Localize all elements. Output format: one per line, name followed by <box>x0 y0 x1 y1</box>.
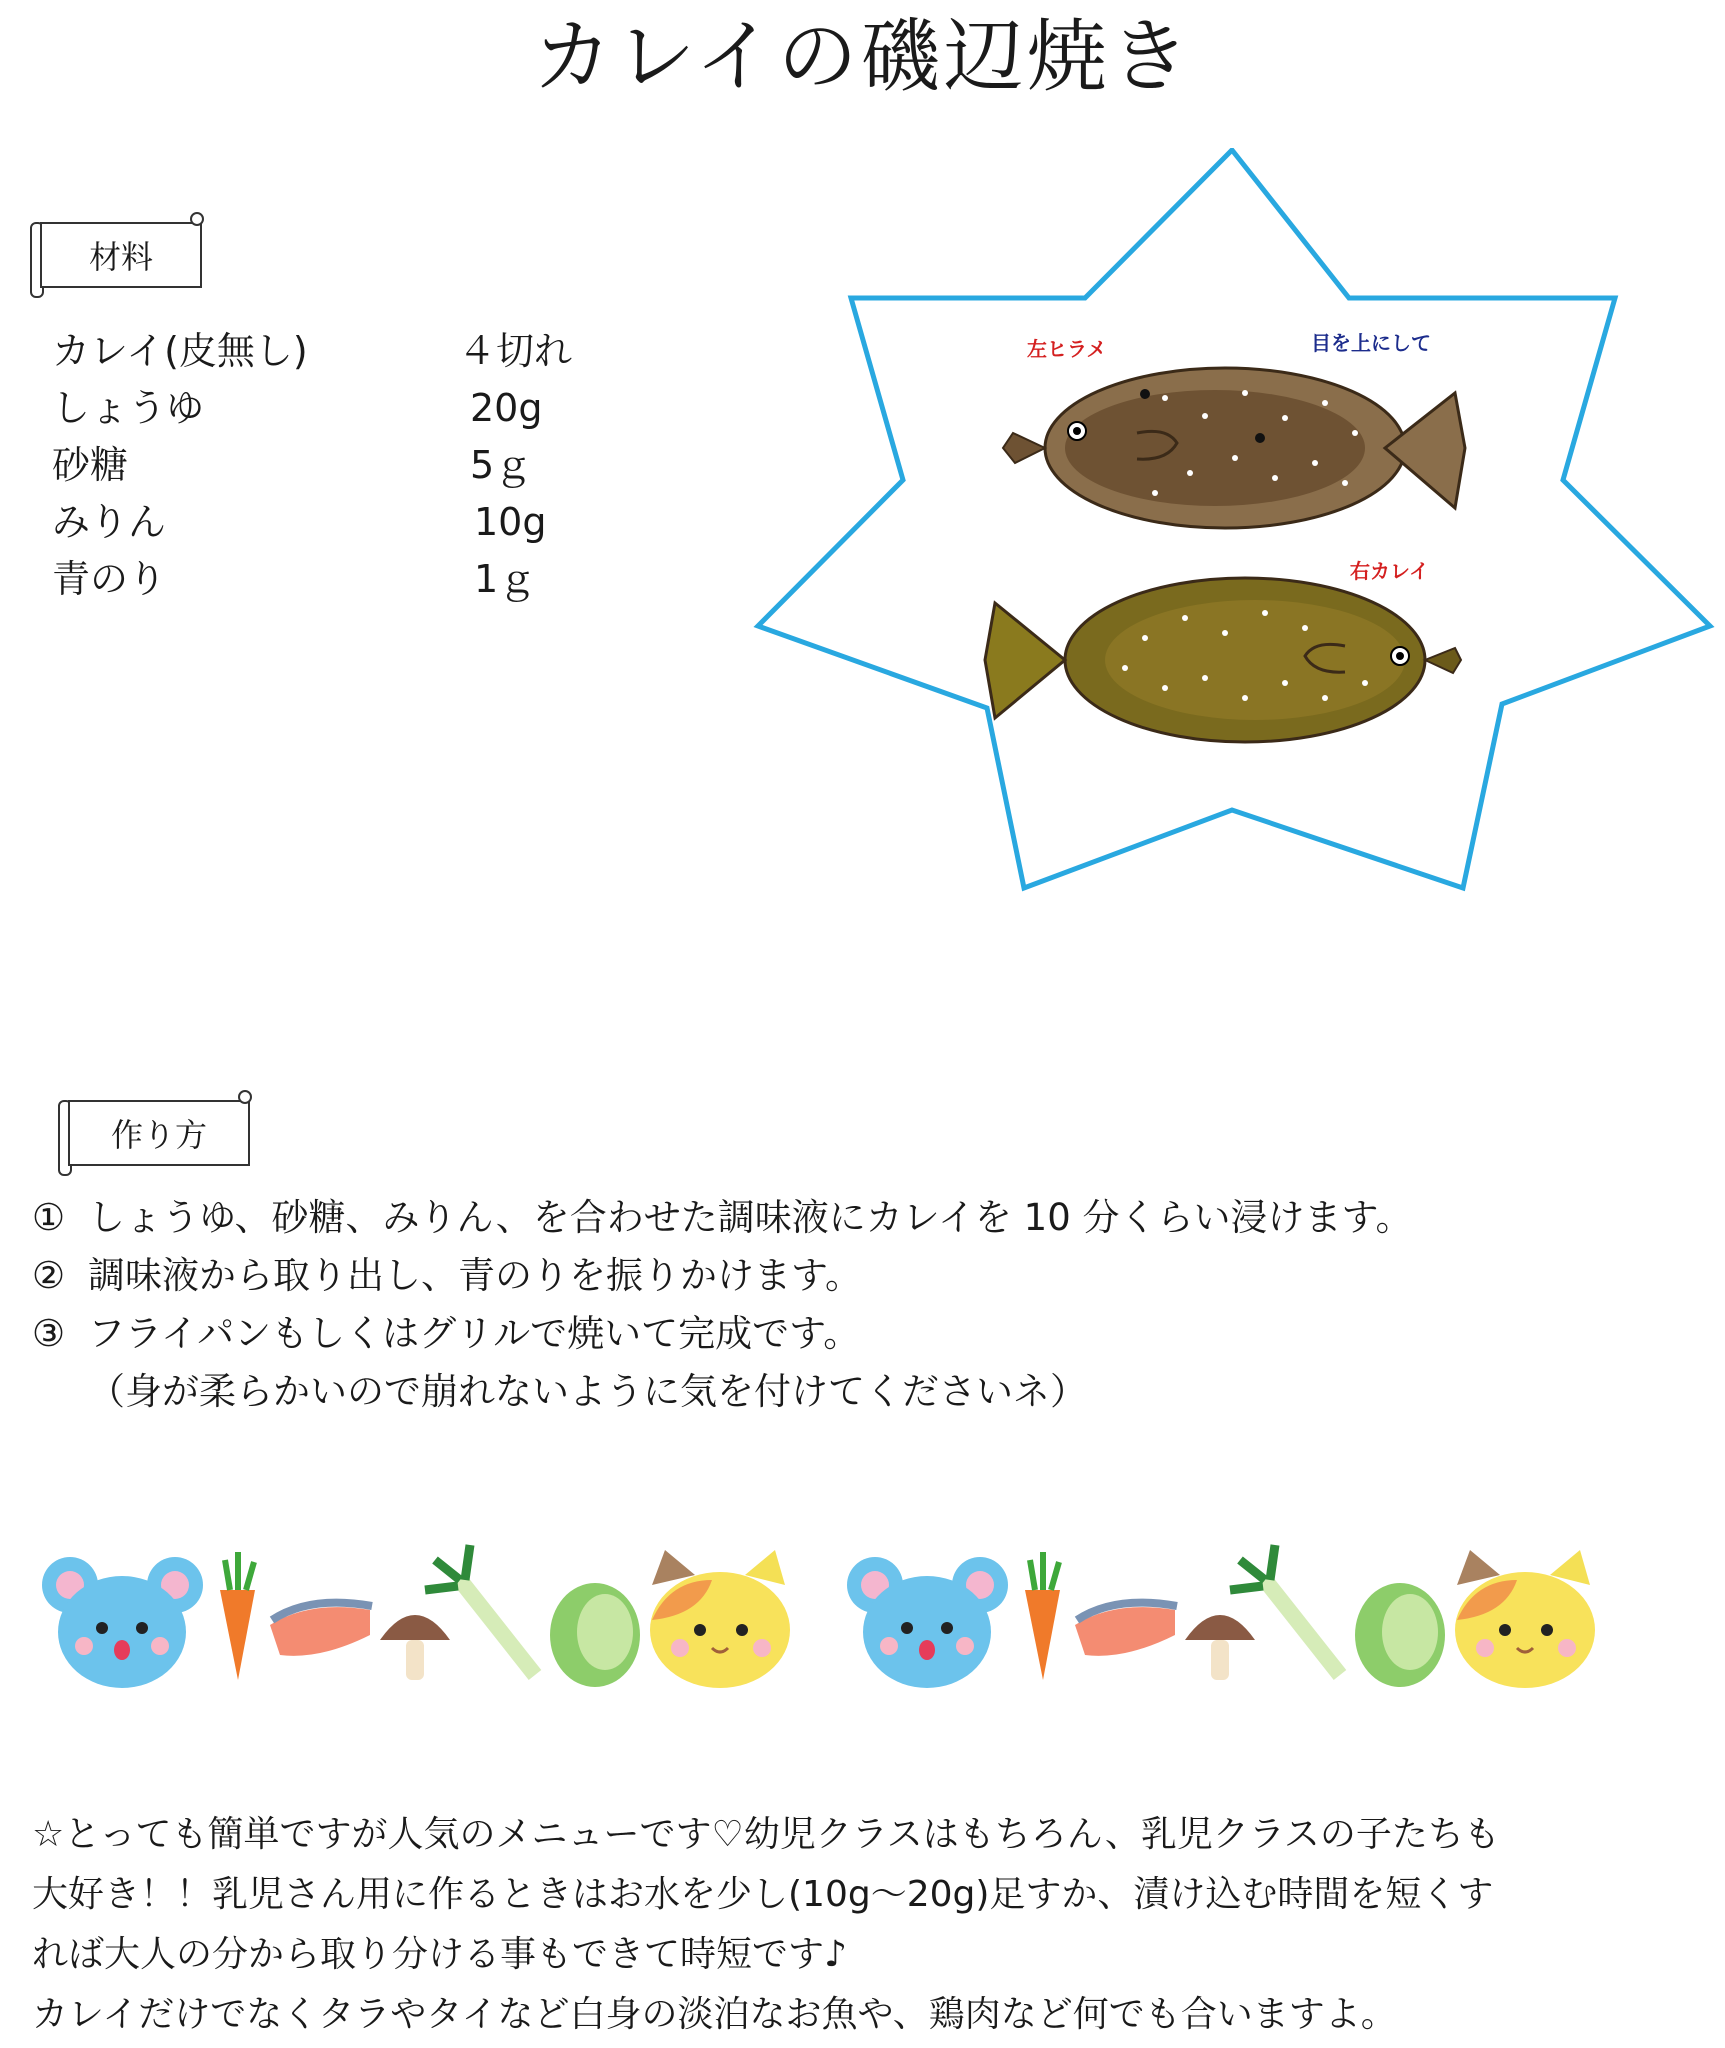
ingredient-name: 砂糖 <box>52 443 129 487</box>
ingredient-amount: 10g <box>474 500 547 544</box>
ingredient-name: カレイ(皮無し) <box>52 329 308 373</box>
note-line: カレイだけでなくタラやタイなど白身の淡泊なお魚や、鶏肉など何でも合いますよ。 <box>32 1994 1397 2035</box>
right-fish-label: 右カレイ <box>1350 561 1429 583</box>
star-frame-icon <box>745 148 1725 908</box>
decorative-border <box>40 1540 1680 1704</box>
scroll-curl-right-icon <box>238 1090 252 1104</box>
eyes-up-label: 目を上にして <box>1311 333 1431 355</box>
ingredient-amount: 5ｇ <box>470 443 533 487</box>
page-title: カレイの磯辺焼き <box>532 10 1193 103</box>
ingredient-name: みりん <box>52 500 167 544</box>
ingredient-name: しょうゆ <box>52 386 205 430</box>
method-step <box>32 1250 862 1302</box>
note-line: ☆とっても簡単ですが人気のメニューです♡幼児クラスはもちろん、乳児クラスの子たちも <box>32 1814 1500 1855</box>
scroll-curl-right-icon <box>190 212 204 226</box>
step-number: ① <box>32 1196 66 1239</box>
ingredient-amount: 20g <box>470 386 543 430</box>
decoration-strip <box>40 1540 1680 1700</box>
fish-illustration <box>745 148 1725 912</box>
ingredient-name: 青のり <box>52 557 167 601</box>
ingredient-amount: 1ｇ <box>474 557 537 601</box>
step-number: ② <box>32 1254 66 1297</box>
ingredients-heading: 材料 <box>88 238 153 276</box>
step-text: 調味液から取り出し、青のりを振りかけます。 <box>88 1254 863 1297</box>
method-step <box>32 1192 1413 1244</box>
step-text: しょうゆ、砂糖、みりん、を合わせた調味液にカレイを 10 分くらい浸けます。 <box>88 1196 1413 1239</box>
method-step <box>32 1308 860 1360</box>
note-line: れば大人の分から取り分ける事もできて時短です♪ <box>32 1934 847 1975</box>
method-heading: 作り方 <box>110 1116 207 1154</box>
left-fish-label: 左ヒラメ <box>1027 339 1107 361</box>
ingredient-amount: ４切れ <box>458 329 573 373</box>
ingredients-label <box>30 208 210 298</box>
step-text: フライパンもしくはグリルで焼いて完成です。 <box>88 1312 861 1355</box>
step-number: ③ <box>32 1312 66 1355</box>
note-line: 大好き！！乳児さん用に作るときはお水を少し(10g～20g)足すか、漬け込む時間を短くす <box>32 1874 1494 1915</box>
method-label <box>58 1086 258 1176</box>
step-note: （身が柔らかいので崩れないように気を付けてくださいネ） <box>88 1370 1087 1413</box>
